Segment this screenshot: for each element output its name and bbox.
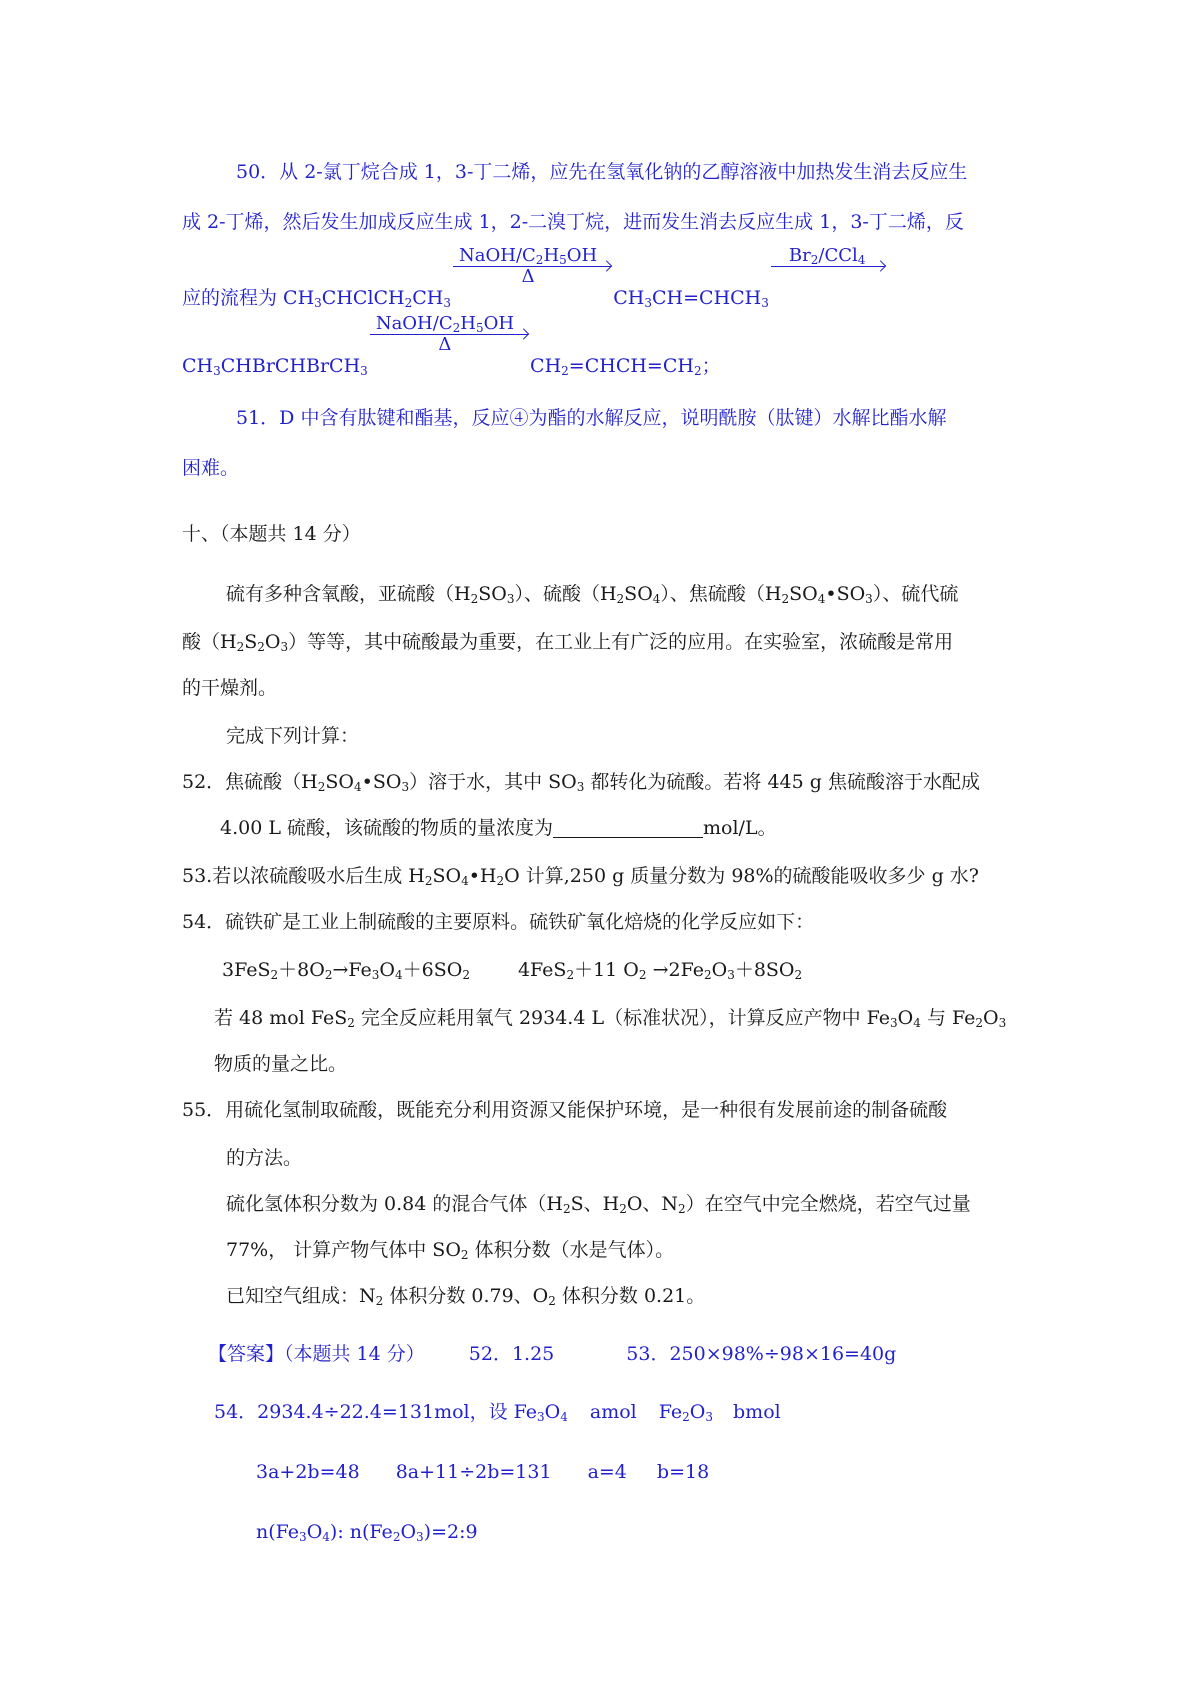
q50-line2 [182, 208, 964, 236]
q53-line: 53.若以浓硫酸吸水后生成 $H_2SO_4•H_2O$ 计算,250 g 质量分数为 98%的硫酸能吸收多少 g 水? [182, 865, 979, 888]
answer-score: （本题共 14 分） [284, 1343, 425, 1365]
task-line [226, 722, 359, 750]
q54-line4 [214, 1050, 347, 1078]
q51-line2 [182, 454, 239, 482]
intro-line3 [182, 674, 277, 702]
reaction-arrow-3: NaOH/$C_2H_5OH$ Δ [370, 314, 528, 355]
task-text: 完成下列计算： [226, 725, 360, 747]
q52-line1: 52．焦硫酸$(H_2SO_4•SO_3)$溶于水，其中 $SO_3$ 都转化为硫酸。若将 445 g 焦硫酸溶于水配成 [182, 771, 980, 794]
q50-flow-line1: 应的流程为 $CH_3CHClCH_2CH_3$ NaOH/$C_2H_5OH$ Δ $CH_3CH=CHCH_3$ $Br_2/CCl_4$ [182, 268, 887, 312]
q51-line1 [236, 404, 946, 432]
q51-line1-text: 51．D 中含有肽键和酯基，反应④为酯的水解反应，说明酰胺（肽键）水解比酯水解 [236, 407, 947, 429]
section-heading [182, 520, 361, 548]
q55-line1-text: 55．用硫化氢制取硫酸，既能充分利用资源又能保护环境，是一种很有发展前途的制备硫酸 [182, 1099, 948, 1121]
section-heading-text: 十、（本题共 14 分） [182, 523, 361, 545]
answer-blank[interactable] [553, 817, 703, 838]
reaction-arrow-2: $Br_2/CCl_4$ [771, 246, 886, 287]
q55-line3: 硫化氢体积分数为 0.84 的混合气体（$H_2S$、$H_2O$、$N_2$）在空气中完全燃烧，若空气过量 [226, 1193, 971, 1216]
q55-line4: 77%， 计算产物气体中 $SO_2$ 体积分数（水是气体）。 [226, 1239, 675, 1262]
q54-line4-text: 物质的量之比。 [214, 1053, 348, 1075]
flow-text: 应的流程为 CH [182, 287, 315, 309]
intro-line1: 硫有多种含氧酸，亚硫酸$(H_2SO_3)$、硫酸$(H_2SO_4)$、焦硫酸$(H_2SO_4•SO_3)$、硫代硫 [226, 583, 959, 606]
intro-line2: 酸$(H_2S_2O_3)$等等，其中硫酸最为重要，在工业上有广泛的应用。在实验室，浓硫酸是常用 [182, 631, 954, 654]
q50-line2-text: 成 2-丁烯，然后发生加成反应生成 1，2-二溴丁烷，进而发生消去反应生成 1，3-丁二烯，反 [182, 211, 964, 233]
q54-equations: $3FeS_2+8O_2\to Fe_3O_4+6SO_2$ 4FeS$_2$＋11 $O_2 \to 2Fe_2O_3+8SO_2$ [222, 959, 803, 982]
intro-line3-text: 的干燥剂。 [182, 677, 278, 699]
q54-line1-text: 54．硫铁矿是工业上制硫酸的主要原料。硫铁矿氧化焙烧的化学反应如下： [182, 911, 815, 933]
q50-line1 [236, 158, 967, 186]
answer-52: 52．1.25 [468, 1343, 555, 1365]
q54-line3: 若 48 mol FeS$_2$ 完全反应耗用氧气 2934.4 L（标准状况），计算反应产物中 $Fe_3O_4$ 与 $Fe_2O_3$ [214, 1007, 1007, 1030]
q50-flow-line2: $CH_3CHBrCHBrCH_3$ NaOH/$C_2H_5OH$ Δ $CH_2=CHCH=CH_2$； [182, 313, 721, 378]
answer-54-line1: 54．2934.4÷22.4=131mol，设 $Fe_3O_4$ amol $Fe_2O_3$ bmol [214, 1401, 781, 1424]
q55-line2-text: 的方法。 [226, 1147, 303, 1169]
answer-54-line3: $n(Fe_3O_4)$: $n(Fe_2O_3)=2:9$ [256, 1521, 478, 1544]
q52-line2: 4.00 L 硫酸，该硫酸的物质的量浓度为 mol/L。 [220, 817, 777, 839]
answer-label: 【答案】 [208, 1343, 285, 1365]
q51-line2-text: 困难。 [182, 457, 240, 479]
q54-line1 [182, 908, 814, 936]
answer-line1 [208, 1340, 896, 1368]
reaction-arrow-1: NaOH/$C_2H_5OH$ Δ [453, 246, 611, 287]
q55-line1 [182, 1096, 947, 1124]
q55-line5: 已知空气组成：$N_2$ 体积分数 0.79、$O_2$ 体积分数 0.21。 [226, 1285, 706, 1308]
answer-53: 53．250×98%÷98×16=40g [626, 1343, 897, 1365]
answer-54-line2: 3a+2b=48 8a+11÷2b=131 a=4 b=18 [256, 1461, 710, 1483]
q50-line1-text: 50．从 2-氯丁烷合成 1，3-丁二烯，应先在氢氧化钠的乙醇溶液中加热发生消去反应生 [236, 161, 968, 183]
q55-line2 [226, 1144, 302, 1172]
